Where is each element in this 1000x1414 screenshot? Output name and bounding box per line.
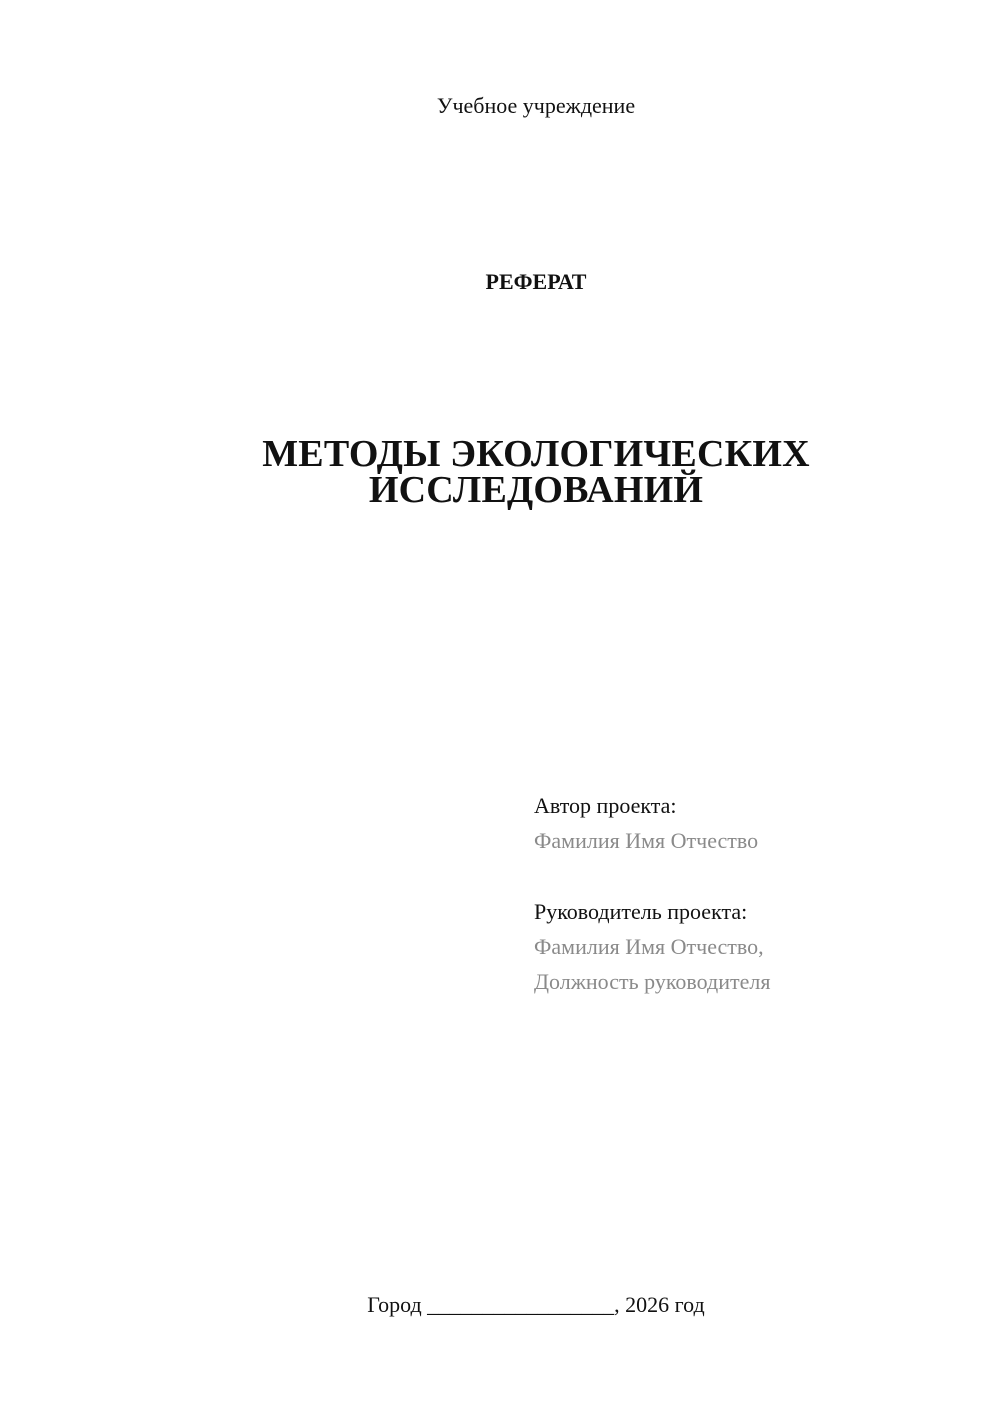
city-year-line: Город _________________, 2026 год: [367, 1292, 705, 1317]
author-label: Автор проекта:: [534, 793, 677, 818]
author-name-placeholder: Фамилия Имя Отчество: [534, 828, 759, 853]
title-line-2: ИССЛЕДОВАНИЙ: [368, 469, 704, 511]
supervisor-name-placeholder: Фамилия Имя Отчество,: [534, 934, 764, 959]
info-spacer: [534, 858, 974, 894]
document-type: РЕФЕРАТ: [485, 269, 587, 294]
project-info-block: [534, 788, 974, 999]
supervisor-label: Руководитель проекта:: [534, 899, 748, 924]
title-line-1: МЕТОДЫ ЭКОЛОГИЧЕСКИХ: [262, 433, 810, 475]
document-title: [0, 433, 1000, 511]
supervisor-position-placeholder: Должность руководителя: [534, 969, 771, 994]
institution-name: Учебное учреждение: [436, 93, 636, 118]
